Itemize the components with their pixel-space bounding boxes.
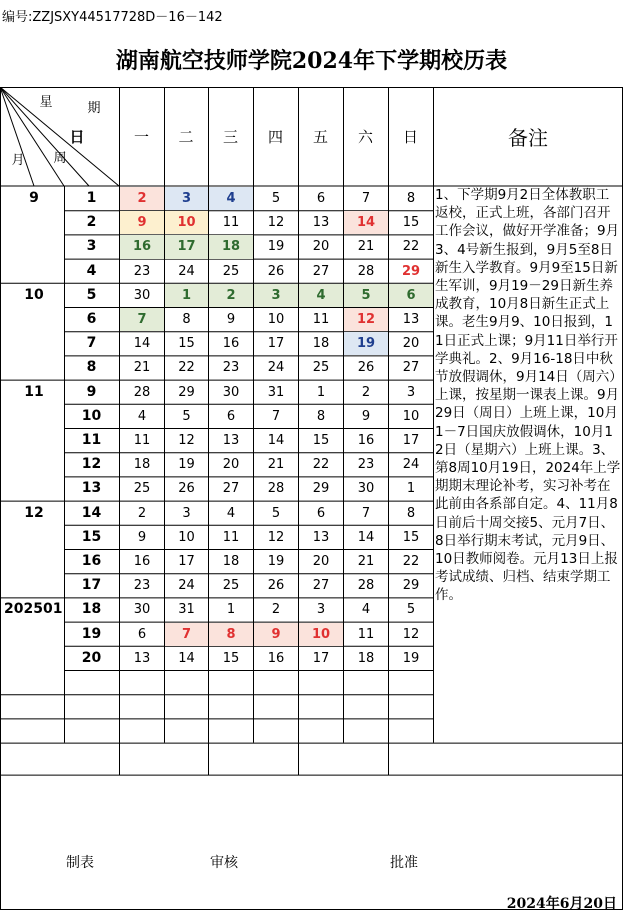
- calendar-day: 16: [222, 336, 240, 352]
- calendar-day: 17: [312, 650, 330, 666]
- calendar-day: 3: [406, 384, 416, 400]
- week-number: 5: [86, 286, 97, 303]
- calendar-day: 20: [222, 457, 240, 473]
- calendar-day: 12: [267, 529, 285, 545]
- calendar-day: 6: [226, 408, 236, 424]
- calendar-day: 24: [178, 578, 195, 594]
- calendar-day: 4: [137, 408, 147, 424]
- calendar-day: 10: [299, 623, 343, 646]
- calendar-day: 10: [402, 408, 420, 424]
- calendar-day: 30: [222, 384, 240, 400]
- month-label: 11: [24, 383, 44, 400]
- calendar-day: 24: [402, 457, 420, 473]
- remarks-header: 备注: [508, 126, 548, 150]
- month-label: [4, 234, 64, 258]
- calendar-day: 18: [222, 554, 240, 570]
- calendar-day: 14: [267, 433, 285, 449]
- calendar-day: 15: [402, 215, 420, 231]
- diag-label-qi: 期: [87, 100, 101, 116]
- calendar-day: 11: [222, 215, 240, 231]
- month-label: 9: [29, 190, 39, 207]
- month-label: [4, 646, 64, 670]
- calendar-day: 31: [267, 384, 285, 400]
- week-number: 4: [86, 262, 97, 279]
- calendar-day: 22: [402, 554, 420, 570]
- calendar-day: 12: [178, 433, 195, 449]
- week-number: 20: [81, 649, 102, 666]
- calendar-day: 5: [344, 284, 388, 307]
- month-label: [4, 331, 64, 355]
- calendar-day: 15: [402, 529, 420, 545]
- month-label: 202501: [4, 601, 63, 618]
- calendar-day: 18: [357, 650, 375, 666]
- calendar-day: 12: [402, 626, 420, 642]
- calendar-day: 6: [316, 505, 326, 521]
- calendar-day: 17: [178, 554, 195, 570]
- calendar-day: 5: [271, 191, 281, 207]
- calendar-day: 26: [267, 578, 285, 594]
- month-label: [4, 355, 64, 379]
- made-by-label: 制表: [66, 855, 94, 871]
- reviewed-by-label: 审核: [210, 855, 238, 871]
- diag-label-zhou: 周: [53, 150, 67, 166]
- calendar-day: 9: [120, 211, 164, 234]
- calendar-day: 23: [133, 578, 151, 594]
- calendar-day: 7: [120, 308, 164, 331]
- weekday-header: 二: [178, 128, 194, 146]
- week-number: 11: [81, 432, 102, 449]
- calendar-day: 3: [316, 602, 326, 618]
- calendar-day: 19: [267, 554, 285, 570]
- calendar-day: 13: [222, 433, 240, 449]
- calendar-day: 3: [182, 505, 191, 521]
- calendar-day: 30: [357, 481, 375, 497]
- calendar-day: 19: [267, 239, 285, 255]
- calendar-day: 3: [165, 187, 208, 210]
- calendar-day: 26: [178, 481, 195, 497]
- calendar-day: 7: [361, 191, 371, 207]
- calendar-day: 3: [254, 284, 298, 307]
- calendar-day: 7: [165, 623, 208, 646]
- calendar-day: 12: [344, 308, 388, 331]
- calendar-day: 24: [267, 360, 285, 376]
- calendar-day: 15: [178, 336, 195, 352]
- header-diagonal: [0, 87, 34, 186]
- calendar-day: 27: [402, 360, 420, 376]
- calendar-day: 4: [299, 284, 343, 307]
- calendar-day: 4: [209, 187, 253, 210]
- calendar-day: 19: [402, 650, 420, 666]
- remarks-notes: 1、下学期9月2日全体教职工返校，正式上班，各部门召开工作会议，做好开学准备；9月3、4号新生报到，9月5至8日新生入学教育。9月9至15日新生军训，9月19－29日新生养成教育，10月8日新生正式上课。老生9月9、10日报到，11日正式上课；9月11日举行开学典礼。2、9月16-18日中秋节放假调休，9月14日（周六）上课，按星期一课表上课。9月29日（周日）上班上课，10月1－7日国庆放假调休，10月12日（星期六）上班上课。3、第8周10月19日，2024年上学期期末理论补考，实习补考在此前由各系部自定。4、11月8日前后十周交接5、元月7日、8日举行期末考试，元月9日、10日教师阅卷。元月13日上报考试成绩、归档、结束学期工作。: [435, 187, 621, 604]
- calendar-day: 8: [209, 623, 253, 646]
- calendar-day: 27: [312, 263, 330, 279]
- diag-label-ri: 日: [69, 127, 85, 146]
- month-label: [4, 452, 64, 476]
- calendar-day: 4: [226, 505, 236, 521]
- calendar-day: 2: [361, 384, 371, 400]
- calendar-day: 4: [361, 602, 371, 618]
- calendar-day: 1: [226, 602, 236, 618]
- week-number: 12: [81, 456, 102, 473]
- calendar-day: 25: [222, 263, 240, 279]
- week-number: 1: [86, 190, 97, 207]
- calendar-day: 14: [357, 529, 375, 545]
- calendar-day: 24: [178, 263, 195, 279]
- calendar-day: 28: [357, 263, 375, 279]
- calendar-day: 18: [209, 235, 253, 258]
- week-number: 8: [86, 359, 97, 376]
- calendar-day: 22: [178, 360, 195, 376]
- calendar-day: 2: [271, 602, 281, 618]
- month-label: 12: [24, 504, 44, 521]
- calendar-day: 22: [312, 457, 330, 473]
- calendar-day: 2: [137, 505, 147, 521]
- weekday-header: 四: [267, 128, 283, 146]
- calendar-day: 14: [344, 211, 388, 234]
- calendar-day: 19: [344, 332, 388, 355]
- calendar-day: 5: [406, 602, 416, 618]
- calendar-day: 20: [312, 239, 330, 255]
- calendar-day: 29: [402, 578, 420, 594]
- calendar-day: 13: [312, 529, 330, 545]
- calendar-day: 2: [120, 187, 164, 210]
- calendar-day: 28: [133, 384, 151, 400]
- week-number: 3: [86, 238, 97, 255]
- calendar-day: 28: [267, 481, 285, 497]
- week-number: 9: [86, 383, 97, 400]
- month-label: [4, 476, 64, 500]
- calendar-day: 2: [209, 284, 253, 307]
- week-number: 14: [81, 504, 102, 521]
- approved-by-label: 批准: [390, 855, 418, 871]
- calendar-day: 12: [267, 215, 285, 231]
- calendar-day: 25: [312, 360, 330, 376]
- calendar-day: 14: [133, 336, 151, 352]
- calendar-day: 30: [133, 287, 151, 303]
- calendar-day: 16: [133, 554, 151, 570]
- week-number: 10: [81, 407, 102, 424]
- week-number: 17: [81, 577, 102, 594]
- month-label: [4, 549, 64, 573]
- calendar-day: 31: [178, 602, 195, 618]
- calendar-day: 6: [316, 191, 326, 207]
- week-number: 15: [81, 528, 102, 545]
- calendar-day: 8: [182, 312, 191, 328]
- week-number: 7: [86, 335, 97, 352]
- weekday-header: 五: [312, 128, 328, 146]
- month-label: [4, 307, 64, 331]
- weekday-header: 一: [133, 128, 149, 146]
- calendar-day: 29: [312, 481, 330, 497]
- calendar-day: 17: [165, 235, 208, 258]
- calendar-day: 7: [361, 505, 371, 521]
- calendar-day: 23: [133, 263, 151, 279]
- calendar-day: 30: [133, 602, 151, 618]
- calendar-day: 9: [137, 529, 147, 545]
- calendar-day: 15: [222, 650, 240, 666]
- month-label: [4, 622, 64, 646]
- weekday-header: 六: [357, 128, 373, 146]
- week-number: 2: [86, 214, 97, 231]
- calendar-day: 25: [222, 578, 240, 594]
- calendar-day: 29: [178, 384, 195, 400]
- calendar-day: 21: [357, 554, 375, 570]
- calendar-day: 20: [402, 336, 420, 352]
- calendar-day: 15: [312, 433, 330, 449]
- diag-label-xing: 星: [39, 94, 53, 110]
- calendar-day: 10: [165, 211, 208, 234]
- calendar-day: 13: [133, 650, 151, 666]
- calendar-day: 9: [254, 623, 298, 646]
- calendar-day: 8: [406, 191, 416, 207]
- calendar-day: 16: [120, 235, 164, 258]
- calendar-day: 11: [133, 433, 151, 449]
- calendar-day: 11: [312, 312, 330, 328]
- weekday-header: 三: [222, 128, 238, 146]
- document-id: 编号:ZZJSXY44517728D－16－142: [2, 10, 223, 25]
- calendar-day: 20: [312, 554, 330, 570]
- month-label: [4, 525, 64, 549]
- calendar-day: 9: [226, 312, 236, 328]
- calendar-day: 11: [357, 626, 375, 642]
- calendar-day: 18: [312, 336, 330, 352]
- page-title: 湖南航空技师学院2024年下学期校历表: [115, 48, 508, 74]
- month-label: 10: [24, 286, 44, 303]
- calendar-day: 14: [178, 650, 195, 666]
- calendar-day: 27: [222, 481, 240, 497]
- calendar-day: 1: [406, 481, 416, 497]
- calendar-day: 11: [222, 529, 240, 545]
- month-label: [4, 404, 64, 428]
- calendar-day: 6: [389, 284, 433, 307]
- calendar-day: 1: [316, 384, 326, 400]
- week-number: 6: [86, 311, 97, 328]
- calendar-day: 5: [271, 505, 281, 521]
- calendar-day: 6: [137, 626, 147, 642]
- calendar-day: 1: [165, 284, 208, 307]
- calendar-day: 29: [401, 263, 421, 279]
- month-label: [4, 210, 64, 234]
- calendar-day: 5: [182, 408, 191, 424]
- calendar-day: 13: [312, 215, 330, 231]
- calendar-day: 17: [402, 433, 420, 449]
- calendar-day: 18: [133, 457, 151, 473]
- calendar-day: 26: [267, 263, 285, 279]
- calendar-day: 8: [316, 408, 326, 424]
- calendar-day: 26: [357, 360, 375, 376]
- calendar-day: 7: [271, 408, 281, 424]
- month-label: [4, 573, 64, 597]
- week-number: 13: [81, 480, 102, 497]
- calendar-day: 27: [312, 578, 330, 594]
- calendar-day: 28: [357, 578, 375, 594]
- calendar-day: 21: [133, 360, 151, 376]
- calendar-day: 17: [267, 336, 285, 352]
- calendar-day: 21: [357, 239, 375, 255]
- week-number: 19: [81, 625, 102, 642]
- calendar-day: 8: [406, 505, 416, 521]
- calendar-day: 16: [357, 433, 375, 449]
- weekday-header: 日: [402, 128, 418, 146]
- week-number: 16: [81, 553, 102, 570]
- calendar-day: 9: [361, 408, 371, 424]
- calendar-day: 19: [178, 457, 195, 473]
- issue-date: 2024年6月20日: [506, 896, 617, 912]
- month-label: [4, 259, 64, 283]
- calendar-day: 10: [178, 529, 195, 545]
- calendar-day: 22: [402, 239, 420, 255]
- calendar-day: 25: [133, 481, 151, 497]
- calendar-day: 13: [402, 312, 420, 328]
- diag-label-yue: 月: [11, 152, 25, 168]
- calendar-day: 23: [357, 457, 375, 473]
- calendar-day: 16: [267, 650, 285, 666]
- calendar-day: 10: [267, 312, 285, 328]
- calendar-day: 23: [222, 360, 240, 376]
- week-number: 18: [81, 601, 102, 618]
- month-label: [4, 428, 64, 452]
- calendar-day: 21: [267, 457, 285, 473]
